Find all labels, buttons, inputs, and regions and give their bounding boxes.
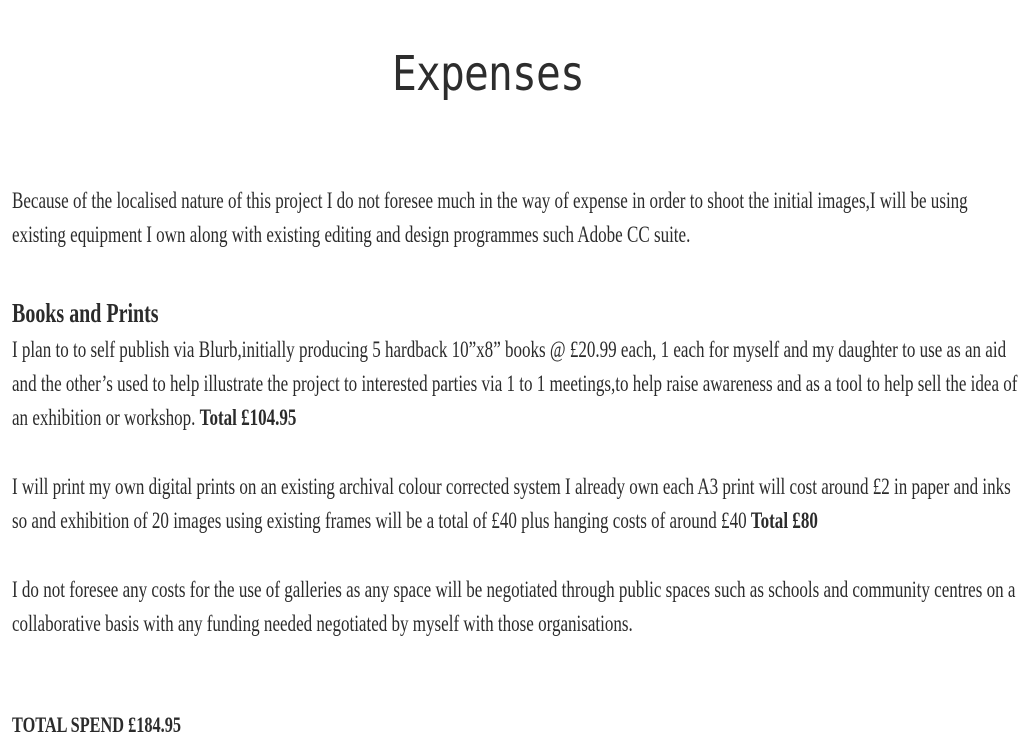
books-total: Total £104.95 bbox=[199, 405, 297, 430]
intro-line-1: Because of the localised nature of this project I do not foresee much in the way of expense in order to shoot the initial images,I will be using bbox=[12, 188, 968, 213]
intro-paragraph bbox=[12, 184, 968, 252]
prints-total: Total £80 bbox=[750, 508, 818, 533]
books-and-prints-heading: Books and Prints bbox=[12, 298, 159, 328]
prints-paragraph bbox=[12, 470, 1011, 538]
books-line-2: and the other’s used to help illustrate the project to interested parties via 1 to 1 meetings,to help raise awareness and as a tool to help sell the idea of bbox=[12, 371, 1018, 396]
prints-line-1: I will print my own digital prints on an existing archival colour corrected system I already own each A3 print will cost around £2 in paper and inks bbox=[12, 474, 1011, 499]
books-line-3 bbox=[12, 401, 1017, 435]
prints-line-2-text: so and exhibition of 20 images using existing frames will be a total of £40 plus hanging costs of around £40 bbox=[12, 508, 747, 533]
intro-line-2: existing equipment I own along with existing editing and design programmes such Adobe CC suite. bbox=[12, 222, 691, 247]
books-paragraph bbox=[12, 333, 1017, 435]
books-line-3-text: an exhibition or workshop. bbox=[12, 405, 196, 430]
prints-line-2 bbox=[12, 504, 1011, 538]
galleries-line-2: collaborative basis with any funding needed negotiated by myself with those organisations. bbox=[12, 611, 633, 636]
galleries-line-1: I do not foresee any costs for the use of galleries as any space will be negotiated through public spaces such as schools and community centres on a bbox=[12, 577, 1016, 602]
galleries-paragraph bbox=[12, 573, 1015, 641]
page-title: Expenses bbox=[392, 46, 584, 102]
books-line-1: I plan to to self publish via Blurb,initially producing 5 hardback 10”x8” books @ £20.99 each, 1 each for myself and my daughter to use as an aid bbox=[12, 337, 1007, 362]
total-spend: TOTAL SPEND £184.95 bbox=[12, 712, 182, 737]
